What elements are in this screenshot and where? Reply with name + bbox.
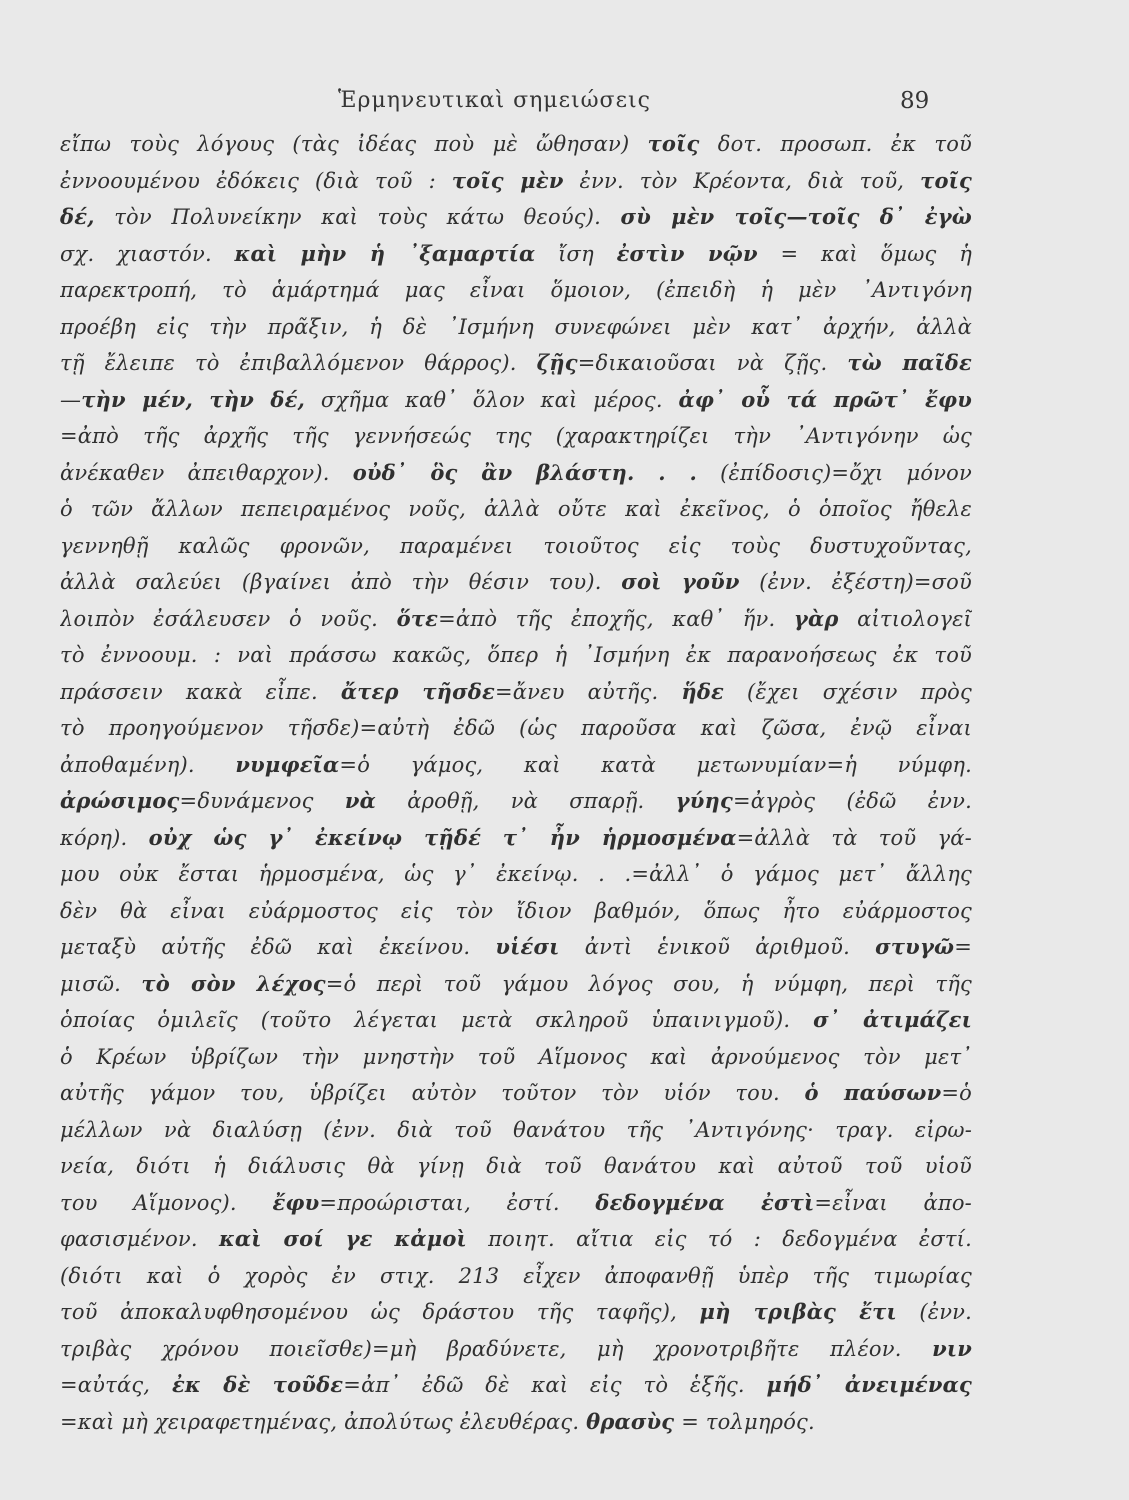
lemma-bold: γύης [675,788,733,813]
commentary-text [60,126,972,1440]
lemma-bold: ζῇς [536,350,578,375]
gloss-text: ὁ Κρέων ὑβρίζων τὴν μνηστὴν τοῦ Αἵμονος καὶ ἀρνούμενος τὸν μετ᾽ [60,1044,972,1069]
text-line [60,966,972,1003]
text-line [60,1258,972,1295]
lemma-bold: νυμφεῖα [235,751,340,777]
gloss-text: λοιπὸν ἐσάλευσεν ὁ νοῦς. [60,606,397,631]
lemma-bold: σοὶ γοῦν [621,569,740,594]
text-line [60,455,972,492]
gloss-text: (ἔχει σχέσιν πρὸς [724,679,972,704]
text-line [60,747,972,784]
gloss-text: σχῆμα καθ᾽ ὅλον καὶ μέρος. [305,387,679,412]
text-line [60,710,972,747]
gloss-text: εἴπω τοὺς λόγους (τὰς ἰδέας ποὺ μὲ ὤθησαν) [60,132,648,156]
gloss-text: του Αἵμονος). [60,1190,273,1215]
lemma-bold: δεδογμένα ἐστὶ [595,1189,815,1215]
gloss-text: αἰτιολογεῖ [838,606,972,631]
text-line [60,783,972,820]
lemma-bold: τὸ σὸν λέχος [141,970,326,996]
text-line [60,272,972,309]
gloss-text: τὸ ἐννοουμ. : ναὶ πράσσω κακῶς, ὅπερ ἡ ᾽Ισμήνη ἐκ παρανοήσεως ἐκ τοῦ [60,643,972,667]
gloss-text: (ἐπίδοσις)=ὄχι μόνον [697,460,972,485]
text-line [60,1148,972,1185]
text-line [60,236,972,273]
lemma-bold: οὐχ ὡς γ᾽ ἐκείνῳ τῇδέ τ᾽ ἦν ἡρμοσμένα [148,824,737,850]
text-line [60,418,972,455]
gloss-text: πράσσειν κακὰ εἶπε. [60,679,341,704]
gloss-text: γεννηθῇ καλῶς φρονῶν, παραμένει τοιοῦτος εἰς τοὺς δυστυχοῦντας, [60,533,972,558]
lemma-bold: ὁ παύσων [804,1080,942,1105]
text-line [60,1294,972,1331]
text-line [60,163,972,200]
lemma-bold: ἐκ δὲ τοῦδε [171,1372,344,1397]
text-line [60,382,972,419]
lemma-bold: τοῖς [647,131,700,156]
gloss-text: τῇ ἔλειπε τὸ ἐπιβαλλόμενον θάρρος). [60,351,537,375]
lemma-bold: ἔφυ [272,1189,320,1215]
gloss-text: τριβὰς χρόνου ποιεῖσθε)=μὴ βραδύνετε, μὴ χρονοτριβῆτε πλέον. [60,1336,933,1361]
gloss-text: ἐνν. τὸν Κρέοντα, διὰ τοῦ, [563,168,921,193]
gloss-text: =ἀπὸ τῆς ἐποχῆς, καθ᾽ ἥν. [438,606,794,631]
text-line [60,1331,972,1368]
lemma-bold: γὰρ [793,605,839,631]
text-line [60,1185,972,1222]
lemma-bold: ἥδε [681,678,725,704]
lemma-bold: ἐστὶν νῷν [616,240,758,266]
text-line [60,820,972,857]
gloss-text: =ἀπ᾽ ἐδῶ δὲ καὶ εἰς τὸ ἑξῆς. [343,1373,767,1397]
lemma-bold: οὐδ᾽ ὃς ἂν βλάστη. . . [352,459,698,485]
text-line [60,199,972,236]
lemma-bold: στυγῶ [875,934,955,959]
gloss-text: κόρη). [60,825,149,850]
lemma-bold: ἀφ᾽ οὗ τά πρῶτ᾽ ἔφυ [678,386,972,412]
text-line [60,1075,972,1112]
text-line [60,1002,972,1039]
gloss-text: =ἀλλὰ τὰ τοῦ γά- [736,825,972,850]
lemma-bold: σὺ μὲν τοῖς—τοῖς δ᾽ ἐγὼ [620,204,972,229]
gloss-text: μεταξὺ αὐτῆς ἐδῶ καὶ ἐκείνου. [60,935,496,959]
lemma-bold: ὅτε [396,605,439,631]
gloss-text: =ἄνευ αὐτῆς. [494,679,682,704]
lemma-bold: υἱέσι [495,934,560,959]
lemma-bold: τοῖς μὲν [451,167,564,193]
gloss-text: =ὁ περὶ τοῦ γάμου λόγος σου, ἡ νύμφη, περὶ τῆς [325,971,972,996]
text-line [60,528,972,565]
gloss-text: ἴση [535,241,617,266]
lemma-bold: τὼ παῖδε [847,350,972,375]
gloss-text: τὸν Πολυνείκην καὶ τοὺς κάτω θεούς). [94,205,621,229]
text-line [60,126,972,163]
gloss-text: — [60,387,82,412]
gloss-text: ὁποίας ὁμιλεῖς (τοῦτο λέγεται μετὰ σκληροῦ ὑπαινιγμοῦ). [60,1008,814,1032]
gloss-text: =εἶναι ἀπο- [814,1190,972,1215]
gloss-text: =καὶ μὴ χειραφετημένας, ἀπολύτως ἐλευθέρας. [60,1409,587,1434]
text-line [60,637,972,674]
gloss-text: ἀντὶ ἑνικοῦ ἀριθμοῦ. [559,935,876,959]
gloss-text: =ἀγρὸς (ἐδῶ ἐνν. [732,789,972,813]
gloss-text: =αὐτάς, [60,1373,172,1397]
gloss-text: = καὶ ὅμως ἡ [757,241,972,266]
gloss-text: δὲν θὰ εἶναι εὐάρμοστος εἰς τὸν ἴδιον βαθμόν, ὅπως ἦτο εὐάρμοστος [60,898,972,923]
gloss-text: =ὁ γάμος, καὶ κατὰ μετωνυμίαν=ἡ νύμφη. [339,752,972,777]
gloss-text: (ἐνν. ἐξέστη)=σοῦ [739,570,972,594]
lemma-bold: νὰ [344,788,376,813]
lemma-bold: καὶ σοί γε κἀμοὶ [218,1226,467,1251]
lemma-bold: νιν [932,1335,972,1361]
text-line [60,1221,972,1258]
gloss-text: μέλλων νὰ διαλύσῃ (ἐνν. διὰ τοῦ θανάτου τῆς ᾽Αντιγόνης· τραγ. εἰρω- [60,1117,972,1142]
text-line [60,1039,972,1076]
lemma-bold: τὴν μέν, τὴν δέ, [81,386,306,412]
gloss-text: ὁ τῶν ἄλλων πεπειραμένος νοῦς, ἀλλὰ οὔτε καὶ ἐκεῖνος, ὁ ὁποῖος ἤθελε [60,497,972,521]
page-number: 89 [900,88,930,114]
gloss-text: δοτ. προσωπ. ἐκ τοῦ [699,132,972,156]
lemma-bold: δέ, [60,204,95,229]
gloss-text: τοῦ ἀποκαλυφθησομένου ὡς δράστου τῆς ταφῆς), [60,1300,700,1324]
gloss-text: = τολμηρός. [674,1409,815,1434]
text-line [60,674,972,711]
text-line [60,601,972,638]
gloss-text: μου οὐκ ἔσται ἡρμοσμένα, ὡς γ᾽ ἐκείνῳ. . .=ἀλλ᾽ ὁ γάμος μετ᾽ ἄλλης [60,862,972,886]
gloss-text: παρεκτροπή, τὸ ἁμάρτημά μας εἶναι ὅμοιον, (ἐπειδὴ ἡ μὲν ᾽Αντιγόνη [60,278,972,302]
gloss-text: αὐτῆς γάμον του, ὑβρίζει αὐτὸν τοῦτον τὸν υἱόν του. [60,1081,805,1105]
gloss-text: ποιητ. αἴτια εἰς τό : δεδογμένα ἐστί. [466,1227,972,1251]
lemma-bold: μὴ τριβὰς ἔτι [699,1299,897,1324]
gloss-text: =ὁ [941,1081,972,1105]
lemma-bold: καὶ μὴν ἡ ᾽ξαμαρτία [234,240,536,266]
text-line [60,564,972,601]
gloss-text: (διότι καὶ ὁ χορὸς ἐν στιχ. 213 εἶχεν ἀποφανθῇ ὑπὲρ τῆς τιμωρίας [60,1263,972,1288]
text-line [60,309,972,346]
text-line [60,1404,972,1441]
gloss-text: =δυνάμενος [179,789,345,813]
gloss-text: προέβη εἰς τὴν πρᾶξιν, ἡ δὲ ᾽Ισμήνη συνεφώνει μὲν κατ᾽ ἀρχήν, ἀλλὰ [60,314,972,339]
text-line [60,929,972,966]
gloss-text: ἀποθαμένη). [60,752,236,777]
lemma-bold: θρασὺς [586,1408,675,1434]
text-line [60,856,972,893]
running-title: Ἑρμηνευτικαὶ σημειώσεις [338,88,651,113]
gloss-text: =ἀπὸ τῆς ἀρχῆς τῆς γεννήσεώς της (χαρακτηρίζει τὴν ᾽Αντιγόνην ὡς [60,424,972,448]
gloss-text: ἐννοουμένου ἐδόκεις (διὰ τοῦ : [60,168,452,193]
gloss-text: μισῶ. [60,971,142,996]
lemma-bold: ἄτερ τῆσδε [340,678,495,704]
gloss-text: νεία, διότι ἡ διάλυσις θὰ γίνῃ διὰ τοῦ θανάτου καὶ αὐτοῦ τοῦ υἱοῦ [60,1154,972,1178]
text-line [60,1367,972,1404]
gloss-text: =προώρισται, ἐστί. [319,1190,596,1215]
lemma-bold: σ᾽ ἀτιμάζει [813,1007,972,1032]
gloss-text: σχ. χιαστόν. [60,241,235,266]
gloss-text: =δικαιοῦσαι νὰ ζῇς. [577,351,848,375]
gloss-text: (ἐνν. [896,1300,972,1324]
text-line [60,491,972,528]
lemma-bold: ἀρώσιμος [60,788,180,813]
text-line [60,1112,972,1149]
gloss-text: = [954,935,972,959]
gloss-text: φασισμένον. [60,1227,219,1251]
gloss-text: ἀλλὰ σαλεύει (βγαίνει ἀπὸ τὴν θέσιν του). [60,570,622,594]
lemma-bold: τοῖς [920,167,972,193]
gloss-text: ἀροθῇ, νὰ σπαρῇ. [375,789,676,813]
gloss-text: τὸ προηγούμενον τῆσδε)=αὐτὴ ἐδῶ (ὡς παροῦσα καὶ ζῶσα, ἐνῷ εἶναι [60,716,972,740]
gloss-text: ἀνέκαθεν ἀπειθαρχον). [60,460,353,485]
page-header [0,88,1129,118]
text-line [60,345,972,382]
text-line [60,893,972,930]
lemma-bold: μήδ᾽ ἀνειμένας [766,1372,972,1397]
